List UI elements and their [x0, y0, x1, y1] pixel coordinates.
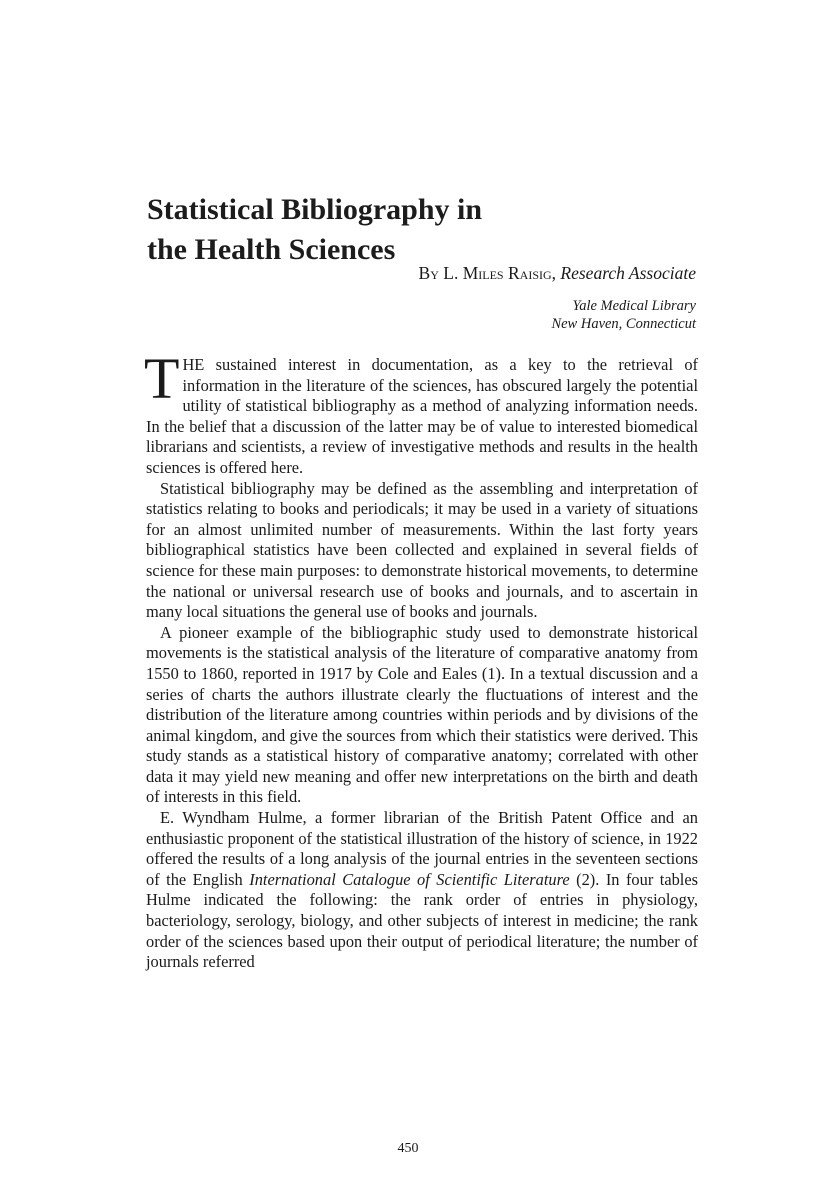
author-byline	[419, 262, 696, 284]
author-initial: L.	[443, 263, 463, 283]
paragraph-4	[146, 808, 698, 973]
paragraph-3: A pioneer example of the bibliographic study used to demonstrate historical movements is the statistical analysis of the literature of comparative anatomy from 1550 to 1860, reported in 1917 by Cole and Eales (1). In a textual discussion and a series of charts the authors illustrate clearly the fluctuations of interest and the distribution of the literature among countries within periods and by divisions of the animal kingdom, and give the sources from which their statistics were derived. This study stands as a statistical history of comparative anatomy; correlated with other data it may yield new meaning and offer new interpretations on the birth and death of interests in this field.	[146, 622, 698, 807]
paragraph-1	[144, 346, 698, 479]
article-title	[147, 190, 667, 270]
paragraph-1-text: sustained interest in documentation, as a key to the retrieval of information in the literature of the sciences, has obscured largely the potential utility of statistical bibliography as a method of analyzing information needs. In the belief that a discussion of the latter may be of value to interested biomedical librarians and scientists, a review of investigative methods and results in the health sciences is offered here.	[146, 355, 698, 477]
page-number: 450	[397, 1141, 419, 1156]
author-role: Research Associate	[560, 263, 696, 283]
byline-by: By	[418, 263, 439, 283]
catalogue-title: International Catalogue of Scientific Literature	[249, 869, 570, 889]
drop-cap: T	[144, 346, 180, 411]
author-name: Miles Raisig,	[462, 263, 557, 283]
article-body	[144, 346, 698, 973]
paragraph-4-text-b: (2). In four tables Hulme indicated the following: the rank order of entries in physiology, bacteriology, serology, biology, and other subjects of interest in medicine; the rank order of the sciences based upon their output of periodical literature; the number of journals referred	[146, 869, 698, 972]
affiliation-line-2: New Haven, Connecticut	[551, 316, 696, 332]
author-affiliation	[551, 297, 696, 333]
title-line-1: Statistical Bibliography in	[147, 193, 483, 226]
lead-in-word: HE	[182, 355, 205, 374]
title-line-2: the Health Sciences	[147, 233, 396, 266]
paragraph-4-text-a: E. Wyndham Hulme, a former librarian of the British Patent Office and an enthusiastic proponent of the statistical illustration of the history of science, in 1922 offered the results of a long analysis of the journal entries in the seventeen sections of the English	[146, 808, 698, 889]
paragraph-2: Statistical bibliography may be defined as the assembling and interpretation of statistics relating to books and periodicals; it may be used in a variety of situations for an almost unlimited number of measurements. Within the last forty years bibliographical statistics have been collected and explained in several fields of science for these main purposes: to demonstrate historical movements, to determine the national or universal research use of books and journals, and to ascertain in many local situations the general use of books and journals.	[146, 478, 698, 622]
affiliation-line-1: Yale Medical Library	[572, 298, 696, 314]
